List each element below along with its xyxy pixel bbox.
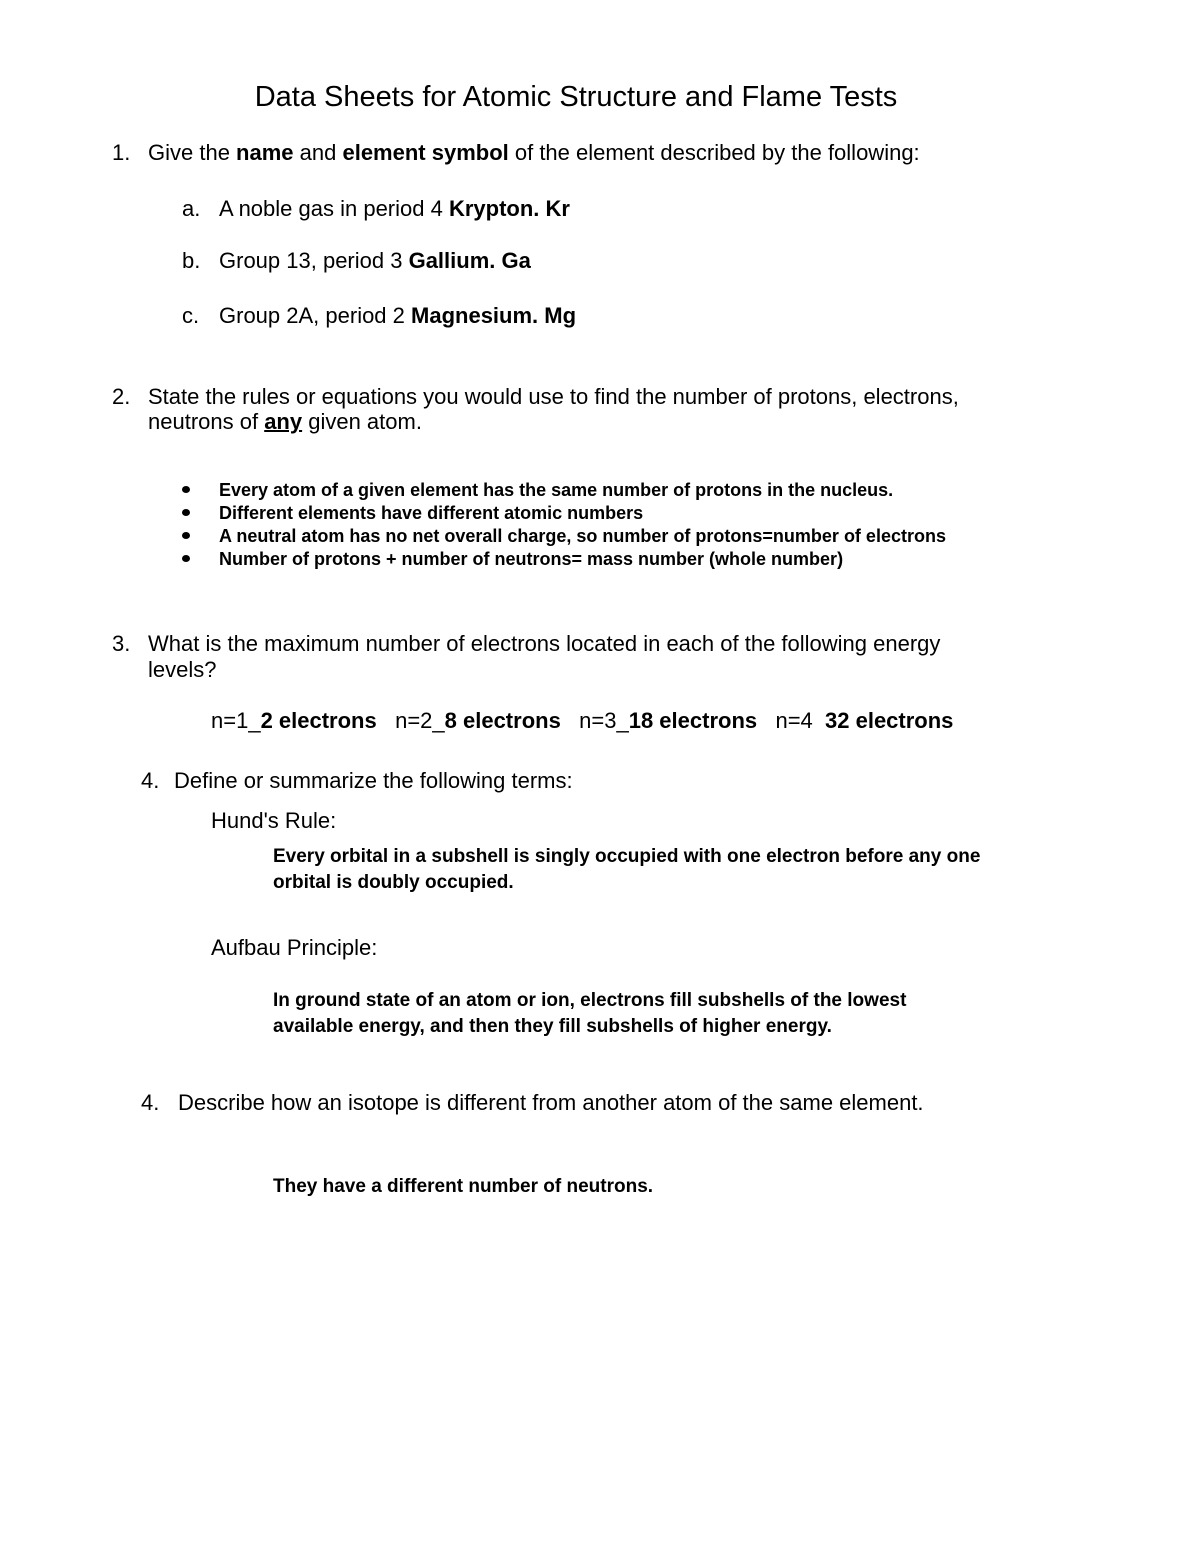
q2-line2 (148, 409, 422, 435)
aufbau-answer-line2: available energy, and then they fill subshells of higher energy. (273, 1016, 832, 1037)
q4-number: 4. (141, 768, 160, 793)
level-4-answer: 32 electrons (825, 708, 954, 733)
q3-levels (211, 708, 953, 734)
q2-bullet-2: Different elements have different atomic numbers (219, 503, 644, 523)
q1-number: 1. (112, 140, 131, 165)
q1-symbol-word: element symbol (342, 140, 509, 165)
q1-text-pre: Give the (148, 140, 237, 165)
q2-bullet-3: A neutral atom has no net overall charge, so number of protons=number of electrons (219, 526, 946, 546)
hund-label: Hund's Rule: (211, 808, 337, 833)
q2-bullet-1: Every atom of a given element has the same number of protons in the nucleus. (219, 480, 894, 500)
level-3-answer: 18 electrons (628, 708, 758, 733)
q5-text: Describe how an isotope is different from another atom of the same element. (178, 1090, 924, 1115)
q5-number: 4. (141, 1090, 160, 1115)
bullet-dot-icon (182, 532, 190, 539)
page-title: Data Sheets for Atomic Structure and Flame Tests (254, 81, 898, 113)
q2-line2-post: given atom. (302, 409, 422, 434)
level-1-answer: 2 electrons (260, 708, 377, 733)
q2-line1: State the rules or equations you would use to find the number of protons, electrons, (148, 384, 959, 409)
q1-name-word: name (236, 140, 294, 165)
level-3-label: n=3_ (579, 708, 629, 733)
q3-line2: levels? (148, 657, 217, 682)
q1-item-c-letter: c. (182, 303, 200, 328)
q3-line1: What is the maximum number of electrons located in each of the following energy (148, 631, 941, 656)
q3-number: 3. (112, 631, 131, 656)
q1-item-c-text: Group 2A, period 2 (219, 303, 412, 328)
aufbau-answer-line1: In ground state of an atom or ion, electrons fill subshells of the lowest (273, 990, 907, 1011)
level-2-label: n=2_ (395, 708, 445, 733)
level-4-label: n=4 (775, 708, 826, 733)
hund-answer-line2: orbital is doubly occupied. (273, 872, 514, 893)
q1-text (148, 140, 920, 166)
q1-item-b (219, 248, 531, 274)
q4-text: Define or summarize the following terms: (174, 768, 573, 793)
q1-item-b-answer: Gallium. Ga (408, 248, 531, 273)
q2-any-word: any (264, 409, 303, 434)
bullet-dot-icon (182, 486, 190, 493)
q1-item-a-answer: Krypton. Kr (448, 196, 570, 221)
aufbau-label: Aufbau Principle: (211, 935, 378, 960)
q2-number: 2. (112, 384, 131, 409)
bullet-dot-icon (182, 555, 190, 562)
bullet-dot-icon (182, 509, 190, 516)
q5-answer: They have a different number of neutrons. (273, 1176, 654, 1197)
q1-item-c-answer: Magnesium. Mg (411, 303, 577, 328)
q1-text-post: of the element described by the following: (508, 140, 920, 165)
q1-item-a-text: A noble gas in period 4 (219, 196, 449, 221)
q1-item-a (219, 196, 570, 222)
q1-item-b-letter: b. (182, 248, 201, 273)
hund-answer-line1: Every orbital in a subshell is singly occupied with one electron before any one (273, 846, 981, 867)
q1-item-c (219, 303, 576, 329)
q2-bullet-4: Number of protons + number of neutrons= mass number (whole number) (219, 549, 844, 569)
q1-item-a-letter: a. (182, 196, 201, 221)
level-2-answer: 8 electrons (444, 708, 561, 733)
q2-line2-pre: neutrons of (148, 409, 265, 434)
q1-text-mid: and (293, 140, 343, 165)
level-1-label: n=1_ (211, 708, 261, 733)
q1-item-b-text: Group 13, period 3 (219, 248, 409, 273)
